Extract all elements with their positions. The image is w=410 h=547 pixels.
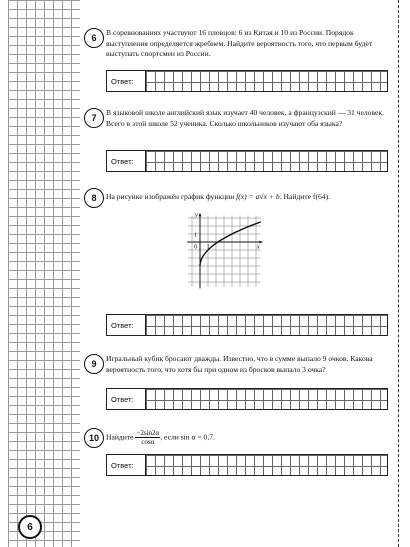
task-text: Игральный кубик бросают дважды. Известно, что в сумме выпало 9 очков. Какова вероятность того, что хотя бы при одном из бросков выпало 3 очка? xyxy=(106,354,373,374)
answer-box[interactable] xyxy=(106,454,388,476)
task-text-part: . Найдите f(64). xyxy=(279,192,330,201)
tick-label-y1: 1 xyxy=(194,231,198,239)
task-text: В соревнованиях участвуют 16 пловцов: 6 из Китая и 10 из России. Порядок выступления определяется жребием. Найдите вероятность того, что первым будет выступать спортсмен из России. xyxy=(106,28,373,58)
tick-label-origin: 0 xyxy=(194,243,198,251)
margin-grid xyxy=(8,0,80,547)
fraction-denominator: cosα xyxy=(141,438,155,446)
task-number: 8 xyxy=(84,188,104,208)
task-text-part: Найдите xyxy=(106,432,136,442)
fraction-numerator: −2sin2α xyxy=(136,429,160,437)
answer-box[interactable] xyxy=(106,388,388,410)
task-number: 10 xyxy=(84,428,104,448)
task-number: 6 xyxy=(84,28,104,48)
answer-label: Ответ: xyxy=(111,395,134,404)
task-text xyxy=(106,429,392,446)
answer-label: Ответ: xyxy=(111,461,134,470)
tick-label-x1: 1 xyxy=(206,243,210,251)
answer-cells[interactable] xyxy=(145,71,387,91)
chart-labels xyxy=(194,211,260,250)
answer-cells[interactable] xyxy=(145,455,387,475)
page-number: 6 xyxy=(18,515,42,539)
task-text-part: , если sin α = 0,7. xyxy=(160,432,215,442)
function-graph xyxy=(182,211,260,290)
chart-axes xyxy=(187,213,262,288)
fraction xyxy=(135,429,160,446)
task-number: 7 xyxy=(84,108,104,128)
task-number: 9 xyxy=(84,354,104,374)
y-axis-label: y xyxy=(195,211,198,219)
answer-label: Ответ: xyxy=(111,321,134,330)
task-text: В языковой школе английский язык изучает 40 человек, а французский — 31 человек. Всего в этой школе 52 ученика. Сколько школьников изучают оба языка? xyxy=(106,108,384,128)
answer-box[interactable] xyxy=(106,70,388,92)
task-text-part: На рисунке изображён график функции xyxy=(106,192,237,201)
answer-cells[interactable] xyxy=(145,389,387,409)
y-axis-arrow xyxy=(199,213,202,216)
answer-box[interactable] xyxy=(106,314,388,336)
page-content xyxy=(80,0,396,547)
task-text xyxy=(106,192,392,203)
function-formula: f(x) = a√x + b xyxy=(236,192,280,201)
answer-cells[interactable] xyxy=(145,315,387,335)
cut-line xyxy=(398,0,399,547)
answer-label: Ответ: xyxy=(111,77,134,86)
x-axis-arrow xyxy=(259,241,262,244)
answer-cells[interactable] xyxy=(145,151,387,171)
x-axis-label: x xyxy=(256,243,260,251)
answer-label: Ответ: xyxy=(111,157,134,166)
answer-box[interactable] xyxy=(106,150,388,172)
